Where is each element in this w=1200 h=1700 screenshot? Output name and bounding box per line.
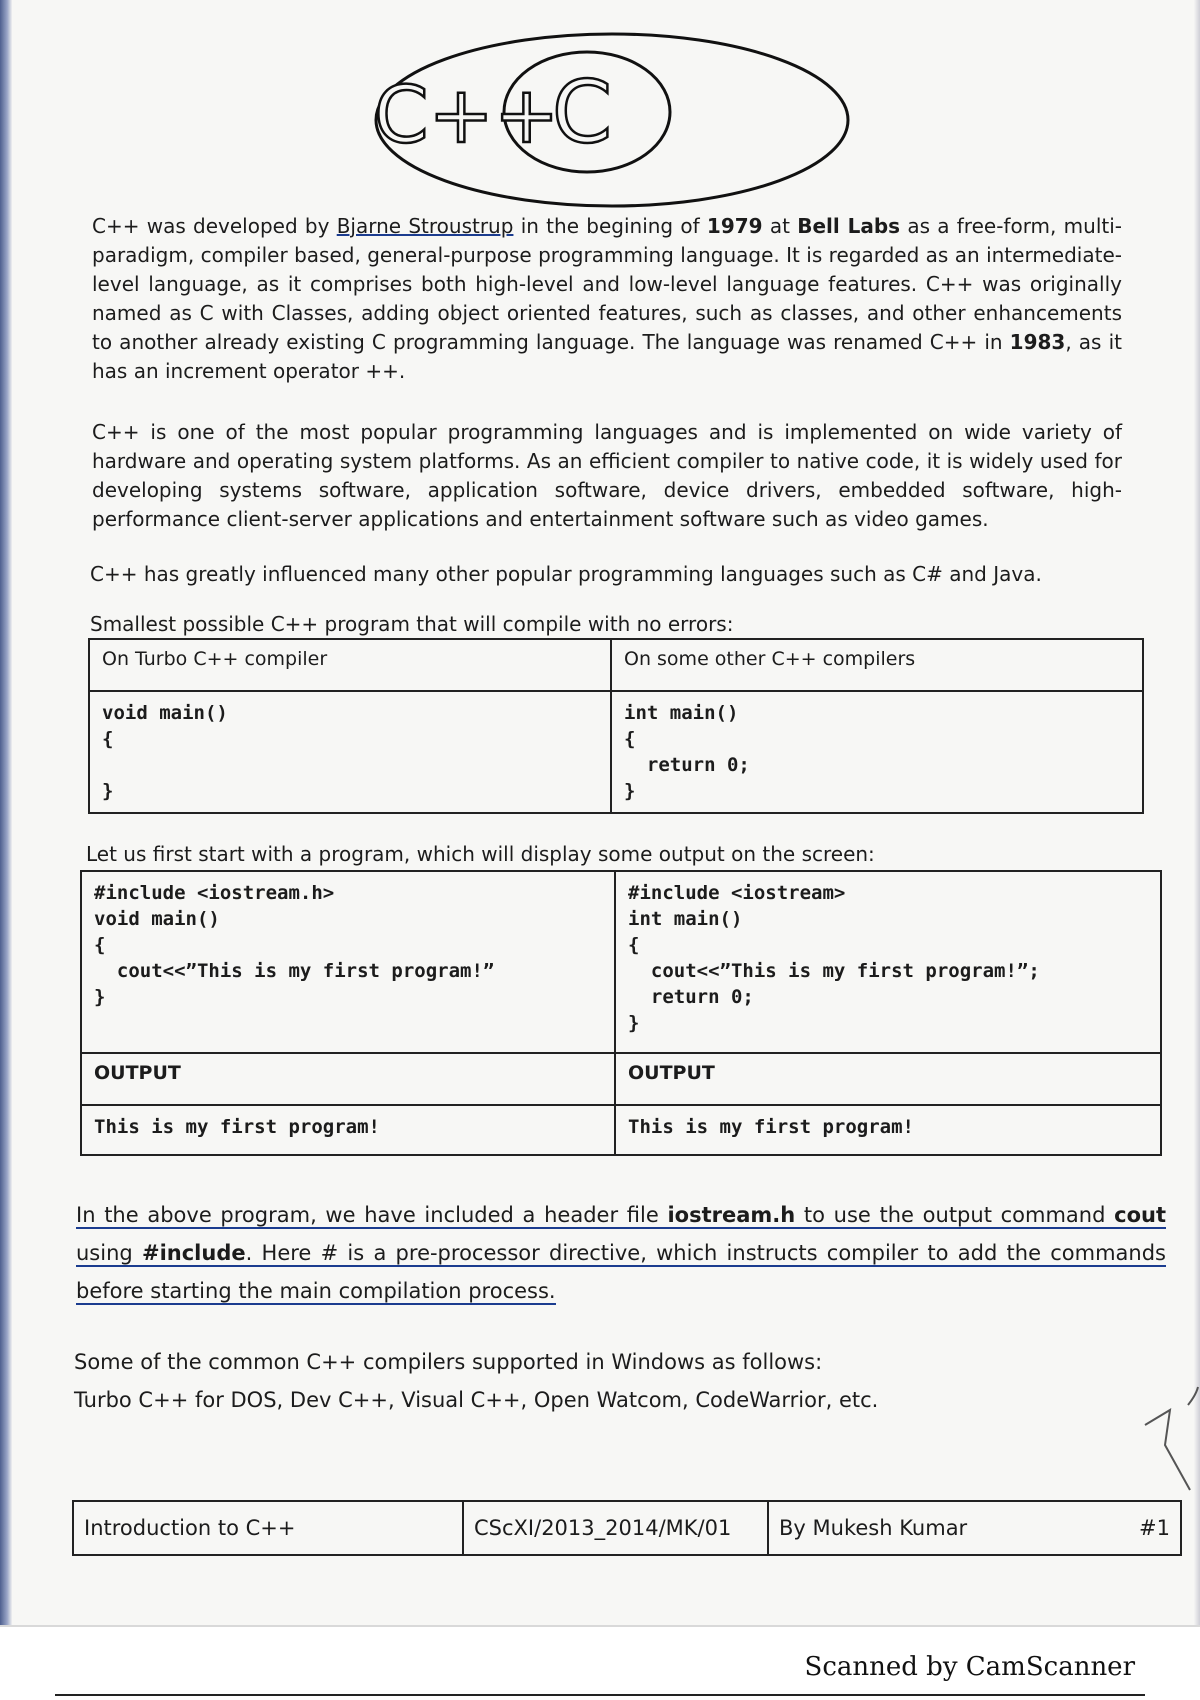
intro-paragraph-3: C++ has greatly influenced many other popular programming languages such as C# and Java. [90, 562, 1042, 586]
bell-labs: Bell Labs [797, 214, 901, 238]
compilers-intro: Some of the common C++ compilers supported in Windows as follows: [74, 1350, 823, 1374]
bottom-rule [55, 1694, 1145, 1696]
output-label-right: OUTPUT [615, 1053, 1161, 1105]
turbo-first-program-code: #include <iostream.h> void main() { cout<<”This is my first program!” } [94, 882, 495, 1008]
output-label-left: OUTPUT [81, 1053, 615, 1105]
output-right: This is my first program! [628, 1116, 914, 1138]
camscanner-watermark: Scanned by CamScanner [804, 1652, 1135, 1682]
logo-c-text: C [552, 63, 613, 163]
intro-paragraph-1: C++ was developed by Bjarne Stroustrup in the begining of 1979 at Bell Labs as a free-form, multi-paradigm, compiler based, general-purpose programming language. It is regarded as an intermediate-level language, as it comprises both high-level and low-level language features. C++ was originally named as C with Classes, adding object oriented features, such as classes, and other enhancements to another already existing C programming language. The language was renamed C++ in 1983, as it has an increment operator ++. [92, 214, 1122, 383]
other-header: On some other C++ compilers [611, 639, 1143, 691]
pencil-mark [1140, 1385, 1200, 1495]
smallest-program-table [88, 638, 1144, 814]
page-footer [72, 1500, 1182, 1556]
year-1979: 1979 [706, 214, 763, 238]
footer-code: CScXI/2013_2014/MK/01 [463, 1501, 768, 1555]
scan-edge-left [0, 0, 12, 1625]
intro-paragraph-2: C++ is one of the most popular programming languages and is implemented on wide variety of hardware and operating system platforms. As an efficient compiler to native code, it is widely used for developing systems software, application software, device drivers, embedded software, high-performance client-server applications and entertainment software such as video games. [92, 420, 1122, 531]
author-name: Bjarne Stroustrup [336, 214, 514, 238]
turbo-header: On Turbo C++ compiler [89, 639, 611, 691]
cout-term: cout [1114, 1203, 1166, 1227]
other-first-program-code: #include <iostream> int main() { cout<<”This is my first program!”; return 0; } [628, 882, 1040, 1034]
logo-cpp-text: C++ [374, 71, 560, 161]
iostream-term: iostream.h [667, 1203, 796, 1227]
year-1983: 1983 [1009, 330, 1066, 354]
footer-title: Introduction to C++ [73, 1501, 463, 1555]
compilers-list: Turbo C++ for DOS, Dev C++, Visual C++, Open Watcom, CodeWarrior, etc. [74, 1388, 879, 1412]
scan-edge-right [1194, 0, 1200, 1625]
cpp-c-logo [372, 30, 852, 210]
table2-lead: Let us first start with a program, which will display some output on the screen: [86, 842, 875, 866]
turbo-code: void main() { } [102, 702, 228, 802]
include-note: In the above program, we have included a header file iostream.h to use the output command cout using #include. Here # is a pre-processor directive, which instructs compiler to add the commands before starting the main compilation process. [76, 1203, 1167, 1303]
first-program-table [80, 870, 1162, 1156]
table1-lead: Smallest possible C++ program that will compile with no errors: [90, 612, 734, 636]
other-code: int main() { return 0; } [624, 702, 750, 802]
output-left: This is my first program! [94, 1116, 380, 1138]
footer-page-number: #1 [1078, 1501, 1181, 1555]
include-term: #include [141, 1241, 246, 1265]
footer-author: By Mukesh Kumar [768, 1501, 1078, 1555]
